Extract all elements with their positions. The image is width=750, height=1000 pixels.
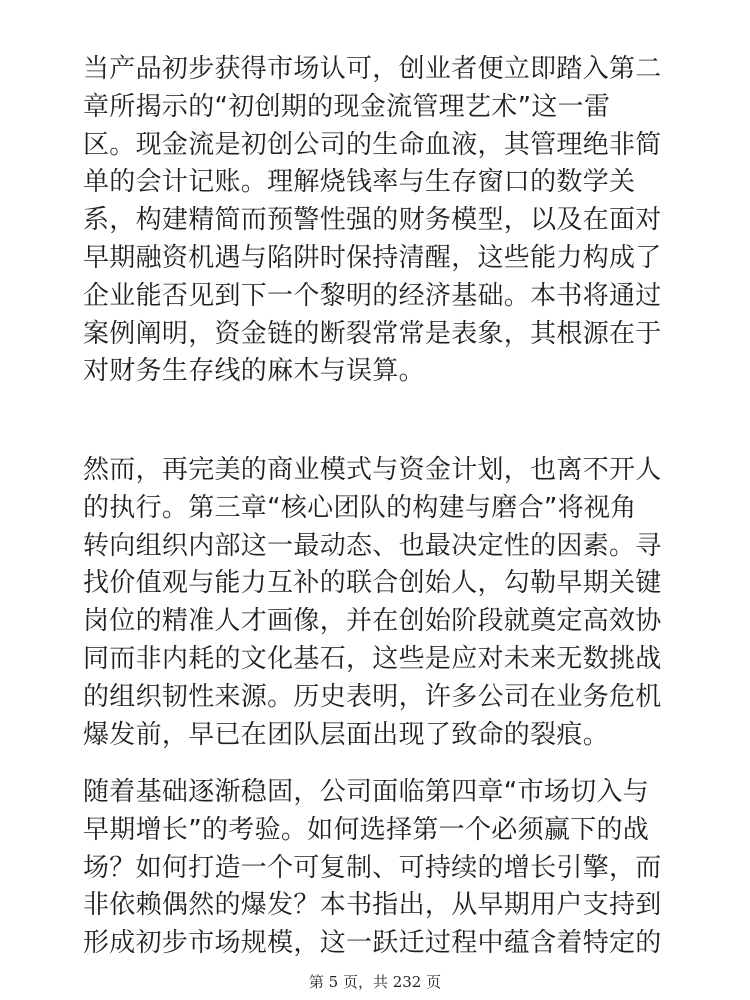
paragraph-market-entry bbox=[83, 774, 673, 963]
text-line: 单的会计记账。理解烧钱率与生存窗口的数学关 bbox=[83, 167, 636, 198]
text-line: 非依赖偶然的爆发？本书指出，从早期用户支持到 bbox=[83, 890, 662, 921]
text-line: 案例阐明，资金链的断裂常常是表象，其根源在于 bbox=[83, 318, 662, 349]
paragraph-cash-flow bbox=[83, 51, 673, 391]
page-number-footer: 第 5 页，共 232 页 bbox=[308, 973, 442, 991]
paragraph-core-team bbox=[83, 452, 673, 754]
text-line: 早期增长”的考验。如何选择第一个必须赢下的战 bbox=[83, 814, 650, 845]
text-line: 同而非内耗的文化基石，这些是应对未来无数挑战 bbox=[83, 643, 662, 674]
text-line: 的组织韧性来源。历史表明，许多公司在业务危机 bbox=[83, 681, 662, 712]
text-line: 早期融资机遇与陷阱时保持清醒，这些能力构成了 bbox=[83, 242, 662, 273]
text-line: 转向组织内部这一最动态、也最决定性的因素。寻 bbox=[83, 530, 662, 561]
text-line: 企业能否见到下一个黎明的经济基础。本书将通过 bbox=[83, 280, 662, 311]
text-line: 岗位的精准人才画像，并在创始阶段就奠定高效协 bbox=[83, 606, 662, 637]
text-line: 随着基础逐渐稳固，公司面临第四章“市场切入与 bbox=[83, 777, 650, 807]
text-line: 区。现金流是初创公司的生命血液，其管理绝非简 bbox=[83, 129, 662, 160]
text-line: 对财务生存线的麻木与误算。 bbox=[83, 356, 425, 387]
text-line: 当产品初步获得市场认可，创业者便立即踏入第二 bbox=[83, 54, 662, 84]
text-line: 系，构建精简而预警性强的财务模型，以及在面对 bbox=[83, 205, 662, 236]
text-line: 形成初步市场规模，这一跃迁过程中蕴含着特定的 bbox=[83, 928, 662, 959]
text-line: 找价值观与能力互补的联合创始人，勾勒早期关键 bbox=[83, 568, 662, 599]
text-line: 场？如何打造一个可复制、可持续的增长引擎，而 bbox=[83, 852, 662, 883]
text-line: 爆发前，早已在团队层面出现了致命的裂痕。 bbox=[83, 719, 610, 750]
text-line: 然而，再完美的商业模式与资金计划，也离不开人 bbox=[83, 455, 662, 485]
text-line: 章所揭示的“初创期的现金流管理艺术”这一雷 bbox=[83, 91, 611, 122]
text-line: 的执行。第三章“核心团队的构建与磨合”将视角 bbox=[83, 492, 637, 523]
